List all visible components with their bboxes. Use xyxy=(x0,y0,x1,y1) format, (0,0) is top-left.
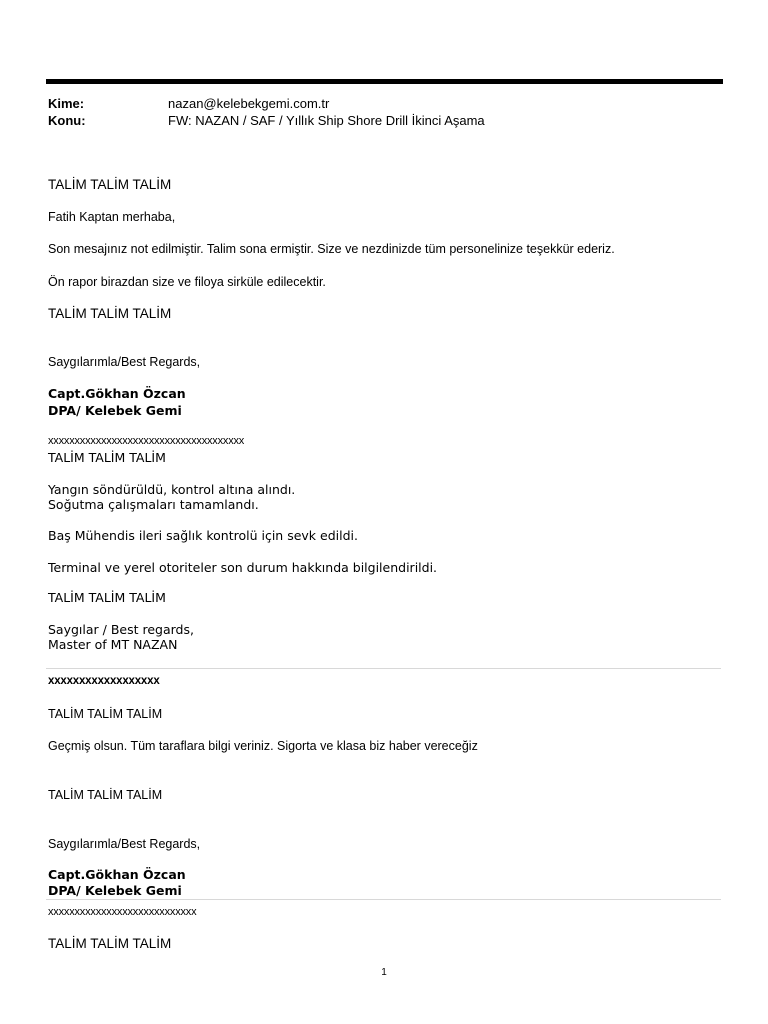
to-label: Kime: xyxy=(48,96,85,111)
body-line: Terminal ve yerel otoriteler son durum hakkında bilgilendirildi. xyxy=(48,560,438,575)
subject-value: FW: NAZAN / SAF / Yıllık Ship Shore Drill İkinci Aşama xyxy=(168,113,485,128)
separator: xxxxxxxxxxxxxxxxxxxxxxxxxxxxxxxxxxxxx xyxy=(48,435,245,447)
body-line: Soğutma çalışmaları tamamlandı. xyxy=(48,497,259,512)
regards: Saygılarımla/Best Regards, xyxy=(48,355,201,369)
talim-heading: TALİM TALİM TALİM xyxy=(48,177,172,192)
body-line: Baş Mühendis ileri sağlık kontrolü için sevk edildi. xyxy=(48,528,358,543)
divider xyxy=(46,668,721,669)
greeting: Fatih Kaptan merhaba, xyxy=(48,210,176,224)
separator: xxxxxxxxxxxxxxxxxxxxxxxxxxxx xyxy=(48,906,197,918)
regards: Saygılar / Best regards, xyxy=(48,622,194,637)
body-line: Ön rapor birazdan size ve filoya sirküle edilecektir. xyxy=(48,275,326,289)
talim-heading: TALİM TALİM TALİM xyxy=(48,306,172,321)
talim-heading: TALİM TALİM TALİM xyxy=(48,590,166,605)
talim-heading: TALİM TALİM TALİM xyxy=(48,450,166,465)
separator: xxxxxxxxxxxxxxxxxx xyxy=(48,675,160,687)
talim-heading: TALİM TALİM TALİM xyxy=(48,788,163,802)
signature: Master of MT NAZAN xyxy=(48,637,178,652)
signature-name: Capt.Gökhan Özcan xyxy=(48,386,186,401)
subject-label: Konu: xyxy=(48,113,86,128)
body-line: Yangın söndürüldü, kontrol altına alındı. xyxy=(48,482,296,497)
header-rule xyxy=(46,79,723,84)
page-number: 1 xyxy=(381,967,387,978)
to-value: nazan@kelebekgemi.com.tr xyxy=(168,96,330,111)
body-line: Geçmiş olsun. Tüm taraflara bilgi veriniz. Sigorta ve klasa biz haber vereceğiz xyxy=(48,739,478,753)
signature-org: DPA/ Kelebek Gemi xyxy=(48,403,182,418)
talim-heading: TALİM TALİM TALİM xyxy=(48,707,163,721)
signature-org: DPA/ Kelebek Gemi xyxy=(48,883,182,898)
regards: Saygılarımla/Best Regards, xyxy=(48,837,201,851)
talim-heading: TALİM TALİM TALİM xyxy=(48,936,172,951)
divider xyxy=(46,899,721,900)
signature-name: Capt.Gökhan Özcan xyxy=(48,867,186,882)
body-line: Son mesajınız not edilmiştir. Talim sona ermiştir. Size ve nezdinizde tüm personelinize teşekkür ederiz. xyxy=(48,242,615,256)
